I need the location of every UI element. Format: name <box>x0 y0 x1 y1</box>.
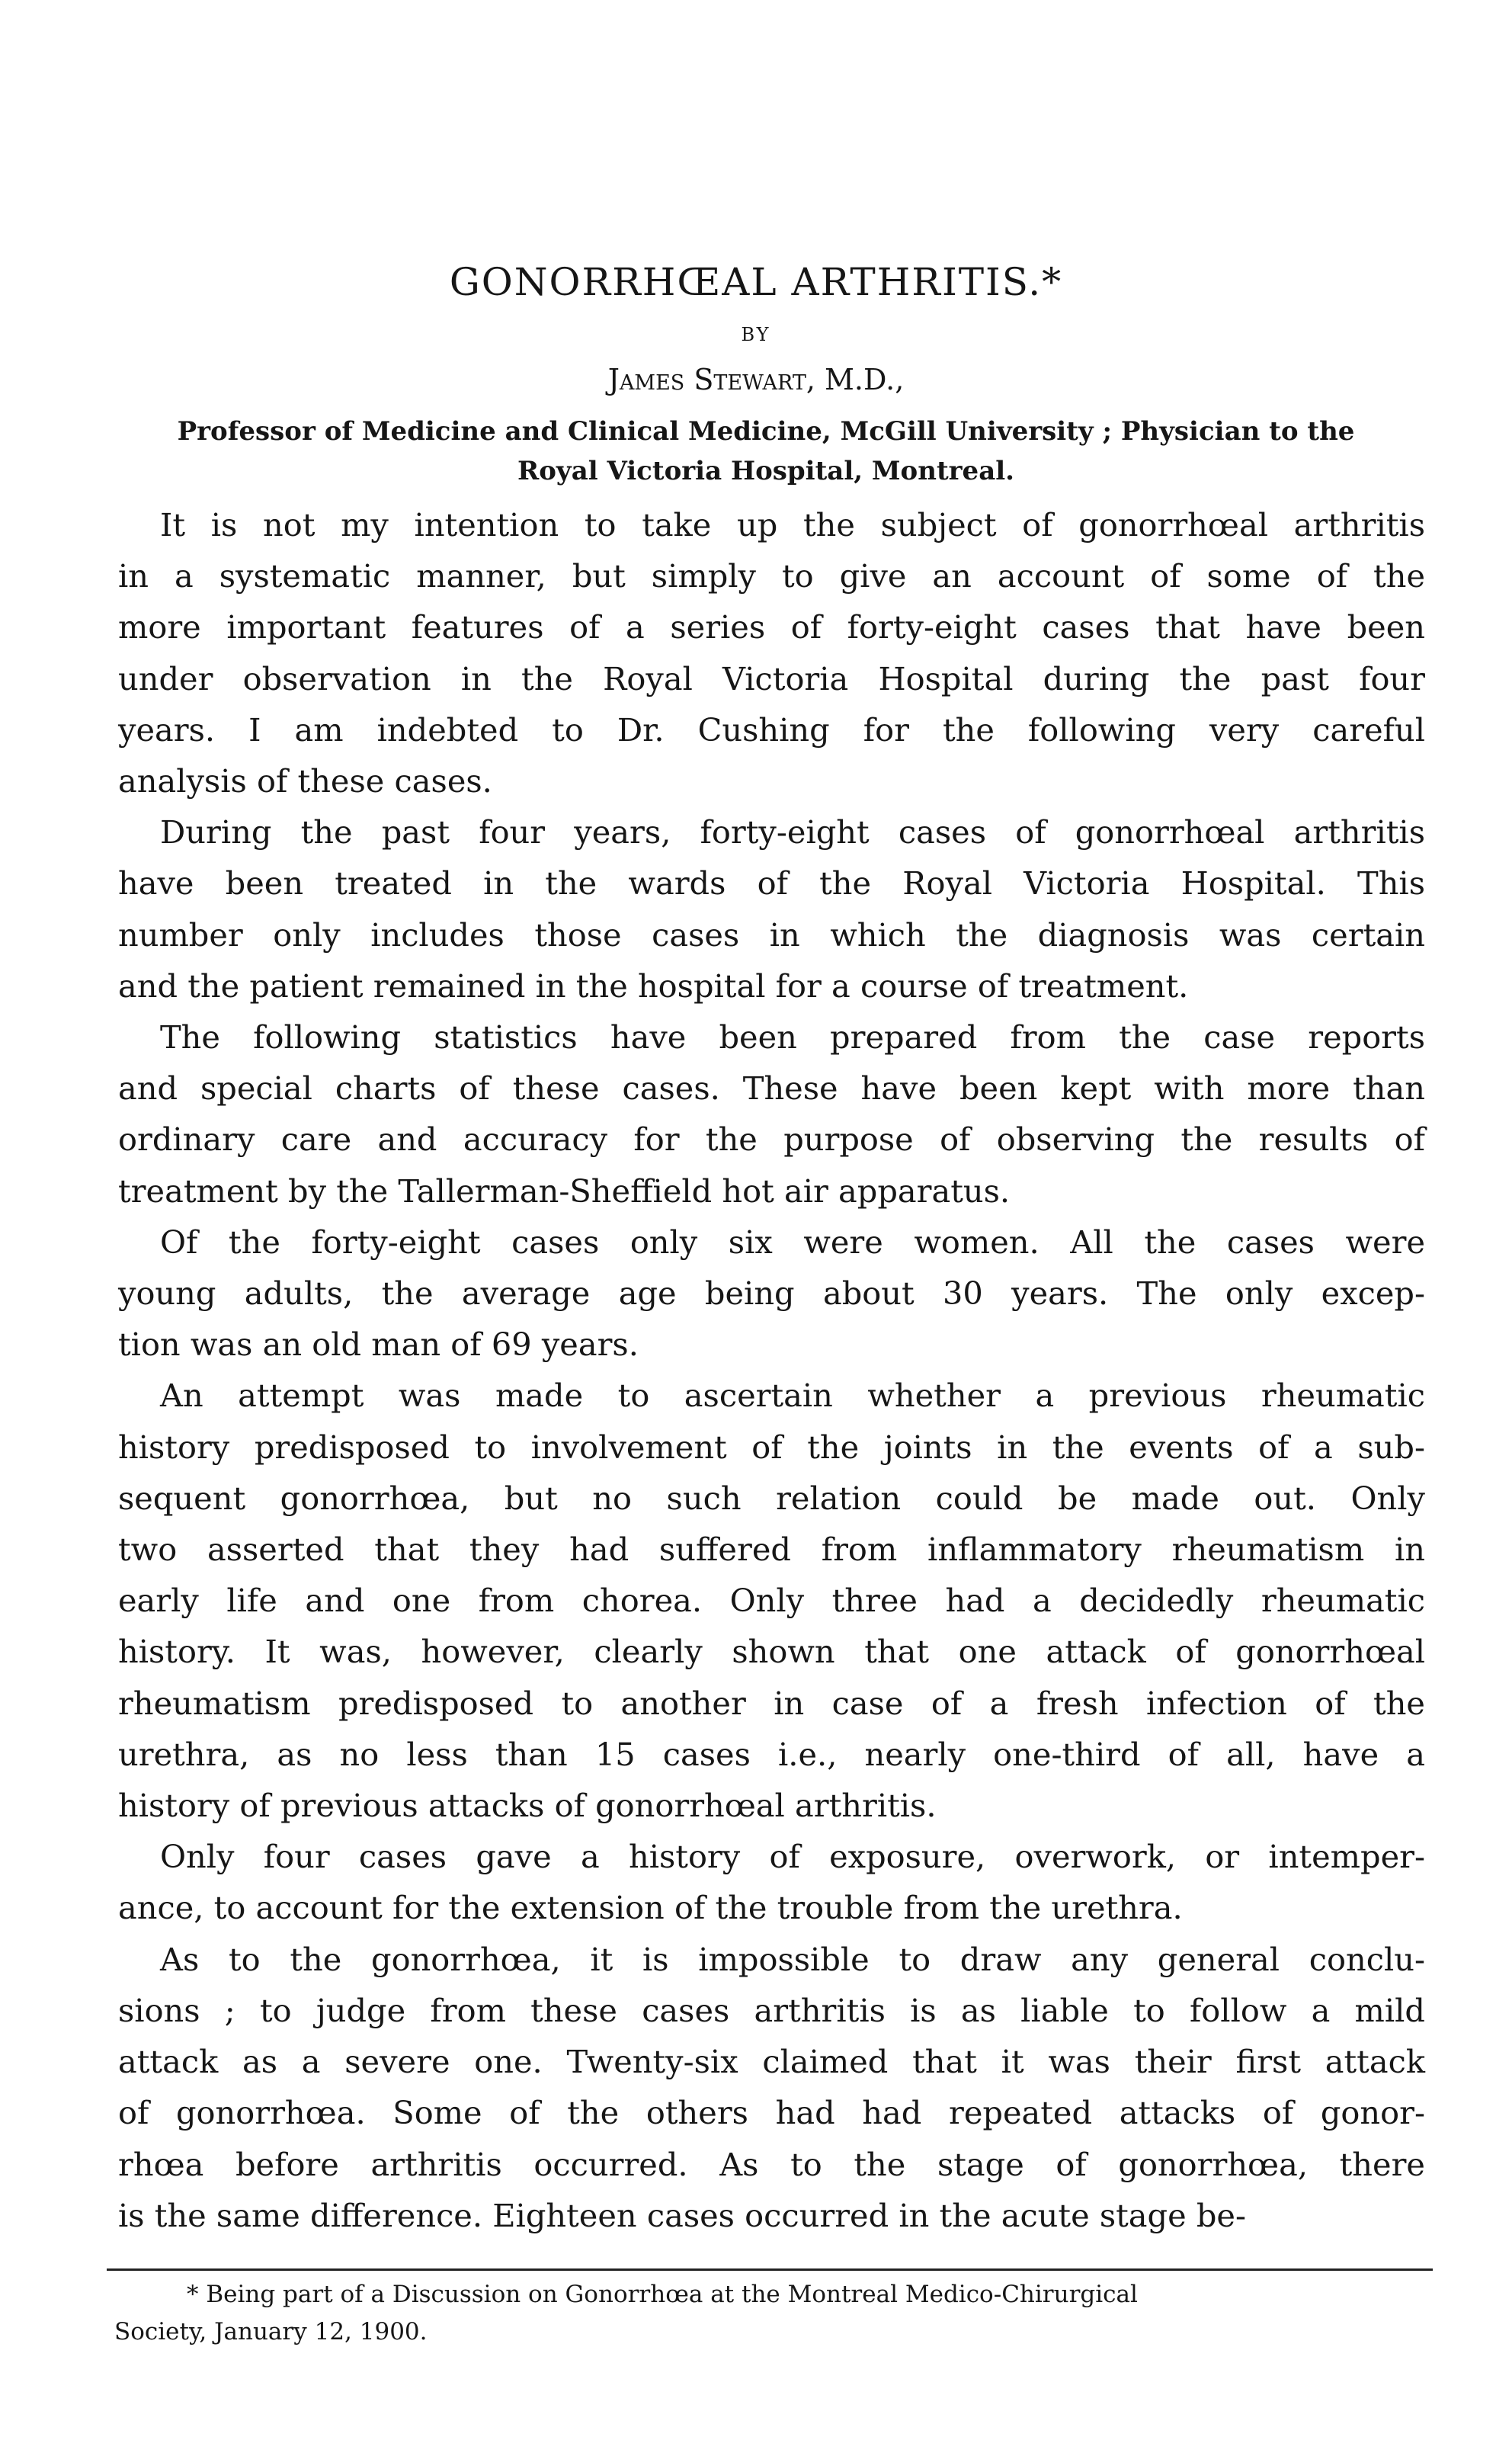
text-line: It is not my intention to take up the subject of gonorrhœal arthritis <box>160 506 1425 543</box>
text-line: Of the forty-eight cases only six were women. All the cases were <box>160 1223 1425 1261</box>
text-line: Only four cases gave a history of exposure, overwork, or intemper- <box>160 1838 1425 1876</box>
text-line: The following statistics have been prepared from the case reports <box>160 1018 1425 1056</box>
author-affiliation <box>107 412 1425 491</box>
text-line: tion was an old man of 69 years. <box>118 1326 639 1364</box>
text-line: have been treated in the wards of the Royal Victoria Hospital. This <box>118 864 1425 903</box>
text-line: As to the gonorrhœa, it is impossible to draw any general conclu- <box>160 1940 1425 1978</box>
author-name: James Stewart, M.D., <box>607 363 905 396</box>
text-line: ance, to account for the extension of the trouble from the urethra. <box>118 1889 1183 1927</box>
text-line: history. It was, however, clearly shown that one attack of gonorrhœal <box>118 1633 1425 1671</box>
body-paragraph <box>118 1370 1425 1831</box>
text-line: years. I am indebted to Dr. Cushing for the following very careful <box>118 710 1425 749</box>
footnote <box>114 2276 1425 2351</box>
body-paragraph <box>118 1934 1425 2241</box>
text-line: in a systematic manner, but simply to give an account of some of the <box>118 557 1425 595</box>
text-line: ordinary care and accuracy for the purpose of observing the results of <box>118 1121 1425 1159</box>
body-paragraph <box>118 1217 1425 1371</box>
text-line: analysis of these cases. <box>118 762 492 800</box>
footnote-divider <box>107 2268 1433 2271</box>
byline-label: BY <box>741 324 771 345</box>
footnote-line: Society, January 12, 1900. <box>114 2318 428 2345</box>
text-line: During the past four years, forty-eight cases of gonorrhœal arthritis <box>160 813 1425 851</box>
text-line: of gonorrhœa. Some of the others had had repeated attacks of gonor- <box>118 2094 1425 2132</box>
body-paragraph <box>118 1012 1425 1217</box>
text-line: An attempt was made to ascertain whether a previous rheumatic <box>160 1377 1425 1415</box>
text-line: rheumatism predisposed to another in case of a fresh infection of the <box>118 1684 1425 1722</box>
text-line: early life and one from chorea. Only three had a decidedly rheumatic <box>118 1582 1425 1620</box>
text-line: history predisposed to involvement of the joints in the events of a sub- <box>118 1428 1425 1466</box>
text-line: urethra, as no less than 15 cases i.e., nearly one-third of all, have a <box>118 1735 1425 1773</box>
text-line: number only includes those cases in which the diagnosis was certain <box>118 915 1425 954</box>
text-line: sions ; to judge from these cases arthritis is as liable to follow a mild <box>118 1991 1425 2029</box>
affiliation-line: Professor of Medicine and Clinical Medicine, McGill University ; Physician to the <box>177 416 1355 447</box>
text-line: attack as a severe one. Twenty-six claimed that it was their first attack <box>118 2043 1425 2081</box>
text-line: history of previous attacks of gonorrhœal arthritis. <box>118 1787 937 1825</box>
text-line: more important features of a series of forty-eight cases that have been <box>118 608 1425 646</box>
text-line: and the patient remained in the hospital for a course of treatment. <box>118 967 1189 1005</box>
article-body <box>118 499 1425 2241</box>
text-line: two asserted that they had suffered from inflammatory rheumatism in <box>118 1531 1425 1569</box>
affiliation-line: Royal Victoria Hospital, Montreal. <box>517 456 1014 486</box>
text-line: under observation in the Royal Victoria Hospital during the past four <box>118 659 1425 697</box>
text-line: is the same difference. Eighteen cases occurred in the acute stage be- <box>118 2196 1247 2234</box>
text-line: and special charts of these cases. These have been kept with more than <box>118 1069 1425 1108</box>
text-line: sequent gonorrhœa, but no such relation could be made out. Only <box>118 1479 1425 1517</box>
footnote-line: * Being part of a Discussion on Gonorrhœa at the Montreal Medico-Chirurgical <box>187 2281 1138 2308</box>
body-paragraph <box>118 499 1425 806</box>
text-line: treatment by the Tallerman-Sheffield hot air apparatus. <box>118 1172 1011 1210</box>
body-paragraph <box>118 1831 1425 1933</box>
body-paragraph <box>118 806 1425 1012</box>
text-line: rhœa before arthritis occurred. As to the stage of gonorrhœa, there <box>118 2145 1425 2183</box>
article-title: GONORRHŒAL ARTHRITIS.* <box>449 260 1063 304</box>
text-line: young adults, the average age being about 30 years. The only excep- <box>118 1275 1425 1313</box>
